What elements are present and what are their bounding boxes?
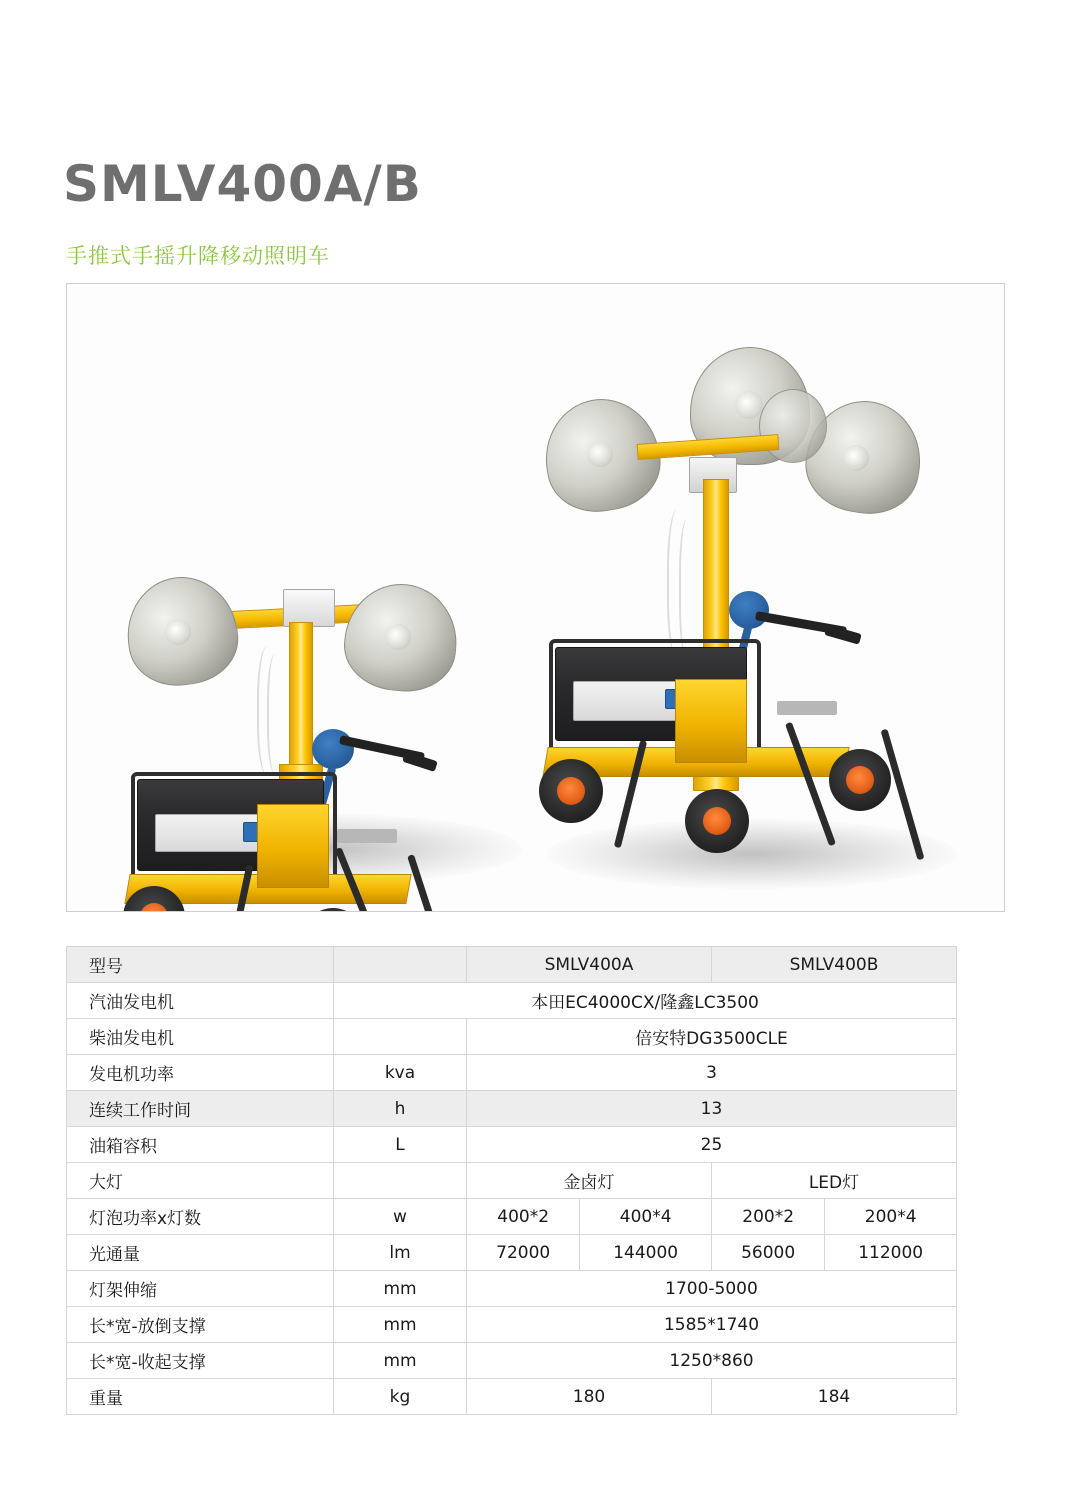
spec-row-label: 大灯 bbox=[67, 1163, 334, 1199]
spec-row-value: 1250*860 bbox=[467, 1343, 957, 1379]
page-title: SMLV400A/B bbox=[63, 155, 422, 213]
product-photo bbox=[67, 284, 1004, 911]
wheel-left-rear bbox=[302, 908, 364, 912]
spec-row bbox=[67, 1379, 957, 1415]
spec-row bbox=[67, 983, 957, 1019]
spec-row-unit: kg bbox=[334, 1379, 467, 1415]
lamp-head-right-back bbox=[759, 389, 827, 463]
spec-row-unit bbox=[334, 1019, 467, 1055]
spec-row-label: 光通量 bbox=[67, 1235, 334, 1271]
machine-right-shadow bbox=[547, 819, 957, 889]
spec-row-unit: lm bbox=[334, 1235, 467, 1271]
spec-row-label: 型号 bbox=[67, 947, 334, 983]
spec-row-label: 灯泡功率x灯数 bbox=[67, 1199, 334, 1235]
spec-row-label: 重量 bbox=[67, 1379, 334, 1415]
spec-row-unit bbox=[334, 1163, 467, 1199]
spec-row-value: 112000 bbox=[825, 1235, 957, 1271]
spec-row bbox=[67, 1055, 957, 1091]
spec-row bbox=[67, 1307, 957, 1343]
spec-row-value: LED灯 bbox=[711, 1163, 956, 1199]
spec-row bbox=[67, 1019, 957, 1055]
spec-row-unit: mm bbox=[334, 1271, 467, 1307]
specification-table bbox=[66, 946, 957, 1415]
spec-row-label: 长*宽-放倒支撑 bbox=[67, 1307, 334, 1343]
spec-row-value: 3 bbox=[467, 1055, 957, 1091]
spec-row bbox=[67, 1271, 957, 1307]
cable-right-2 bbox=[679, 519, 699, 659]
spec-row-value: 1585*1740 bbox=[467, 1307, 957, 1343]
spec-row-value: SMLV400A bbox=[467, 947, 712, 983]
page-subtitle: 手推式手摇升降移动照明车 bbox=[66, 244, 330, 268]
lamp-bulb-left-2 bbox=[385, 624, 411, 650]
spec-row-label: 油箱容积 bbox=[67, 1127, 334, 1163]
lamp-bulb-left-1 bbox=[165, 619, 191, 645]
base-frame-left-riser bbox=[257, 804, 329, 888]
spec-row-label: 汽油发电机 bbox=[67, 983, 334, 1019]
spec-row-unit bbox=[334, 947, 467, 983]
spec-row-value: 13 bbox=[467, 1091, 957, 1127]
outrigger-bracket-left bbox=[337, 829, 397, 843]
spec-row bbox=[67, 1199, 957, 1235]
spec-row-value: 184 bbox=[711, 1379, 956, 1415]
spec-row-label: 灯架伸缩 bbox=[67, 1271, 334, 1307]
spec-row-label: 长*宽-收起支撑 bbox=[67, 1343, 334, 1379]
spec-row bbox=[67, 1163, 957, 1199]
outrigger-bracket-right bbox=[777, 701, 837, 715]
machine-right bbox=[507, 329, 977, 899]
spec-row-value: 1700-5000 bbox=[467, 1271, 957, 1307]
spec-row-value: 400*4 bbox=[580, 1199, 712, 1235]
wheel-hub-right-rear bbox=[846, 766, 874, 794]
wheel-hub-right-mid bbox=[703, 807, 731, 835]
spec-row-label: 发电机功率 bbox=[67, 1055, 334, 1091]
spec-row-value: 25 bbox=[467, 1127, 957, 1163]
spec-row-label: 柴油发电机 bbox=[67, 1019, 334, 1055]
specification-table-body bbox=[67, 947, 957, 1415]
spec-row-value: 金卤灯 bbox=[467, 1163, 712, 1199]
wheel-hub-right-front bbox=[557, 777, 585, 805]
spec-row-value: 倍安特DG3500CLE bbox=[467, 1019, 957, 1055]
spec-row-value: 144000 bbox=[580, 1235, 712, 1271]
winch-reel-right bbox=[729, 591, 769, 629]
spec-row-value: 180 bbox=[467, 1379, 712, 1415]
spec-row-unit: h bbox=[334, 1091, 467, 1127]
lamp-bulb-right-top bbox=[735, 391, 763, 419]
spec-row-label: 连续工作时间 bbox=[67, 1091, 334, 1127]
spec-row-unit: w bbox=[334, 1199, 467, 1235]
spec-row-value: SMLV400B bbox=[711, 947, 956, 983]
spec-row-value: 72000 bbox=[467, 1235, 580, 1271]
product-photo-panel bbox=[66, 283, 1005, 912]
winch-reel-left bbox=[312, 729, 354, 769]
spec-row bbox=[67, 1127, 957, 1163]
mast-left bbox=[289, 622, 313, 784]
spec-row-unit: L bbox=[334, 1127, 467, 1163]
spec-row-value: 56000 bbox=[711, 1235, 824, 1271]
spec-row bbox=[67, 947, 957, 983]
spec-row-unit: kva bbox=[334, 1055, 467, 1091]
spec-row-value: 400*2 bbox=[467, 1199, 580, 1235]
spec-row bbox=[67, 1091, 957, 1127]
mast-right bbox=[703, 479, 729, 661]
spec-row-unit: mm bbox=[334, 1343, 467, 1379]
spec-row-value: 200*2 bbox=[711, 1199, 824, 1235]
spec-row-unit: mm bbox=[334, 1307, 467, 1343]
cable-left-2 bbox=[267, 654, 287, 774]
machine-left bbox=[107, 374, 527, 894]
lamp-bulb-right-right bbox=[843, 445, 869, 471]
spec-row bbox=[67, 1343, 957, 1379]
base-frame-right-riser bbox=[675, 679, 747, 763]
lamp-bulb-right-left bbox=[587, 441, 613, 467]
spec-row-value: 200*4 bbox=[825, 1199, 957, 1235]
spec-row bbox=[67, 1235, 957, 1271]
spec-row-value: 本田EC4000CX/隆鑫LC3500 bbox=[334, 983, 957, 1019]
